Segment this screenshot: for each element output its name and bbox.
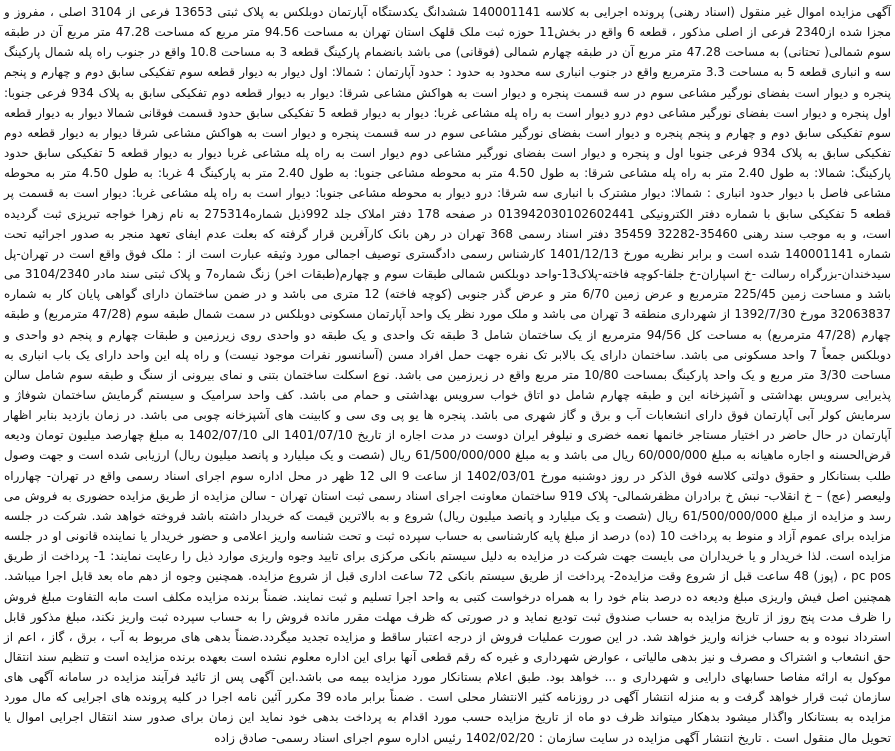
auction-notice-text: آگهی مزایده اموال غیر منقول (اسناد رهنی) پرونده اجرایی به کلاسه 140001141 ششدانگ یکدستگاه آپارتمان دوبلکس به پلاک ثبتی 13653 فرعی از 3104 اصلی ، مفروز و مجزا شده از2340 فرعی از اصلی مذکور ، قطعه 6 واقع در بخش11 حوزه ثبت ملک قلهک استان تهران به مساحت 94.56 متر مربع که مساحت 47.28 متر مربع آن در طبقه سوم شمالی( تحتانی) به مساحت 47.28 متر مربع آن در طبقه چهارم شمالی (فوقانی) می باشد بانضمام پارکینگ قطعه 3 به مساحت 10.8 واقع در جنوب راه پله شمال پارکینگ سه و انباری قطعه 5 به مساحت 3.3 مترمربع واقع در جنوب انباری سه محدود به حدود : حدود آپارتمان : شمالا: اول دیوار به دیوار قطعه سوم تفکیکی سابق دوم و چهارم و پنجم پنجره و دیوار است بفضای نورگیر مشاعی سوم در سه قسمت پنجره و دیوار است به هواکش مشاعی شرقا: دیوار به دیوار قطعه دوم تفکیکی سابق به پلاک 934 فرعی جنوبا: اول پنجره و دیوار است بفضای نورگیر مشاعی دوم درو دیوار است به راه پله مشاعی غربا: دیوار به دیوار قطعه 5 تفکیکی سابق حدود قسمت فوقانی شمالا دیوار به دیوار قطعه سوم تفکیکی سابق دوم و چهارم و پنجم پنجره و دیوار است بفضای نورگیر مشاعی سوم در سه قسمت پنجره و دیوار است به هواکش مشاعی شرقا دیوار به دیوار قطعه دوم تفکیکی سابق به پلاک 934 فرعی جنوبا اول و پنجره و دیوار است بفضای نورگیر مشاعی دوم دیوار است به راه پله مشاعی غربا دیوار به دیوار قطعه 5 تفکیکی سابق حدود پارکینگ: شمالا: به طول 2.40 متر به راه پله مشاعی شرقا: به طول 4.50 متر به محوطه مشاعی جنوبا: به طول 2.40 متر به پارکینگ 4 غربا: به طول 4.50 متر به محوطه مشاعی فاصل با دیوار حدود انباری : شمالا: دیوار مشترک با انباری سه شرقا: درو دیوار به محوطه مشاعی جنوبا: دیوار است به راه پله مشاعی غربا: دیوار است به قسمت پر قطعه 5 تفکیکی سابق با شماره دفتر الکترونیکی 013942030102602441 در صفحه 178 دفتر املاک جلد 992ذیل شماره275314 به نام زهرا خواجه تبریزی ثبت گردیده است، و به موجب سند رهنی 35460-32282 35459 دفتر اسناد رسمی 368 تهران در رهن بانک کارآفرین قرار گرفته که بعلت عدم ایفای تعهد منجر به صدور اجرائیه تحت شماره 140001141 شده است و برابر نظریه مورخ 1401/12/13 کارشناس رسمی دادگستری توصیف اجمالی مورد وثیقه عبارت است از : ملک فوق واقع است در تهران-پل سیدخندان-بزرگراه رسالت -خ اسپاران-خ جلفا-کوچه فاخته-پلاک13-واحد دوبلکس شمالی طبقات سوم و چهارم(طبقات اخر) زنگ شماره7 و پلاک ثبتی سند مادر 3104/2340 می باشد و مساحت زمین 225/45 مترمربع و عرض زمین 6/70 متر و عرض گذر جنوبی (کوچه فاخته) 12 متری می باشد و در ضمن ساختمان دارای گواهی پایان کار به شماره 32063837 مورخ 1392/7/30 از شهرداری منطقه 3 تهران می باشد و ملک مورد نظر یک واحد آپارتمان مسکونی دوبلکس در سمت شمال طبقه سوم (47/28 مترمربع) و طبقه چهارم (47/28 مترمربع) به مساحت کل 94/56 مترمربع از یک ساختمان شامل 3 طبقه تک واحدی و یک طبقه دو واحدی روی زیرزمین و طبقات چهارم و پنجم دو واحدی و دوبلکس جمعاً 7 واحد مسکونی می باشد. ساختمان دارای یک بالابر تک نفره جهت حمل افراد مسن (آسانسور نفرات موجود نیست) و راه پله این واحد دارای یک باب انباری به مساحت 3/30 متر مربع و یک واحد پارکینگ بمساحت 10/80 متر مربع واقع در زیرزمین می باشد. نوع اسکلت ساختمان بتنی و نمای بیرونی از سنگ و طبقه سوم شامل سالن پذیرایی سرویس بهداشتی و آشپزخانه این و طبقه چهارم شامل دو اتاق خواب سرویس بهداشتی و حمام می باشد. کف واحد سرامیک و سیستم گرمایش ساختمان شوفاژ و سرمایش کولر آبی آپارتمان فوق دارای انشعابات آب و برق و گاز شهری می باشد. پنجره ها یو پی وی سی و کابینت های آشپزخانه چوبی می باشد. در زمان بازدید بنابر اظهار آپارتمان در حال حاضر در اختیار مستاجر خانمها نعمه خضری و نیلوفر ایران دوست در مدت اجاره از تاریخ 1401/07/10 الی 1402/07/10 به مبلغ چهارصد میلیون تومان ودیعه قرض‌الحسنه و اجاره ماهیانه به مبلغ 60/000/000 ریال می باشد و به مبلغ 61/500/000/000 ریال (شصت و یک میلیارد و پانصد میلیون ریال) ارزیابی شده است و جهت وصول طلب بستانکار و حقوق دولتی کلاسه فوق الذکر در روز دوشنبه مورخ 1402/03/01 از ساعت 9 الی 12 ظهر در محل اداره سوم اجرای اسناد رسمی واقع در تهران- چهارراه ولیعصر (عج) – خ انقلاب- نبش خ برادران مظفرشمالی- پلاک 919 ساختمان معاونت اجرای اسناد رسمی ثبت استان تهران - سالن مزایده از طریق مزایده حضوری به فروش می رسد و مزایده از مبلغ 61/500/000/000 ریال (شصت و یک میلیارد و پانصد میلیون ریال) شروع و به بالاترین قیمت که خریدار داشته باشد فروخته خواهد شد. شرکت در جلسه مزایده برای عموم آزاد و منوط به پرداخت 10 (ده) درصد از مبلغ پایه کارشناسی به حساب سپرده ثبت و تحت شناسه واریز اعلامی و حضور خریدار یا نماینده قانونی او در جلسه مزایده است. لذا خریدار و یا خریداران می بایست جهت شرکت در مزایده به دلیل سیستم بانکی مرکزی برای تایید وجوه واریزی موارد ذیل را رعایت نمایند: 1- پرداخت از طریق pc pos ، (پوز) 48 ساعت قبل از شروع وقت مزایده2- پرداخت از طریق سیستم بانکی 72 ساعت اداری قبل از شروع مزایده. همچنین وجوه از دهم ماه بعد قابل اجرا میباشد. همچنین اصل فیش واریزی مبلغ ودیعه ده درصد بنام خود را به همراه درخواست کتبی به واحد اجرا تسلیم و ثبت نمایند. ضمناً برنده مزایده مکلف است مابه التفاوت مبلغ فروش را ظرف مدت پنج روز از تاریخ مزایده به حساب صندوق ثبت تودیع نماید و در صورتی که ظرف مهلت مقرر مانده فروش را به حساب سپرده ثبت واریز نکند، مبلغ مذکور قابل استرداد نبوده و به حساب خزانه واریز خواهد شد. در این صورت عملیات فروش از درجه اعتبار ساقط و مزایده تجدید میگردد.ضمناً بدهی های مربوط به آب ، برق ، گاز ، اعم از حق انشعاب و اشتراک و مصرف و نیز بدهی مالیاتی ، عوارض شهرداری و غیره که رقم قطعی آنها برای این اداره معلوم نشده است بعهده برنده مزایده است و تنظیم سند انتقال موکول به ارائه مفاصا حسابهای دارایی و شهرداری و ... خواهد بود. طبق اعلام بستانکار مورد مزایده بیمه می باشد.این آگهی پس از تائید فرآیند مزایده در سامانه آگهی های سازمان ثبت قرار خواهد گرفت و به منزله انتشار آگهی در روزنامه کثیر الانتشار محلی است . ضمناً برابر ماده 39 مکرر آئین نامه اجرا در کلیه پرونده های اجرایی که مال مورد مزایده به بستانکار واگذار میشود بدهکار میتواند ظرف دو ماه از تاریخ مزایده حسب مورد اقدام به پرداخت بدهی خود نماید این زمان برای صدور سند انتقال اجرایی اموال یا تحویل مال منقول است . تاریخ انتشار آگهی مزایده در سایت سازمان : 1402/02/20 رئیس اداره سوم اجرای اسناد رسمی- صادق زاده xyxy=(4,5,892,745)
